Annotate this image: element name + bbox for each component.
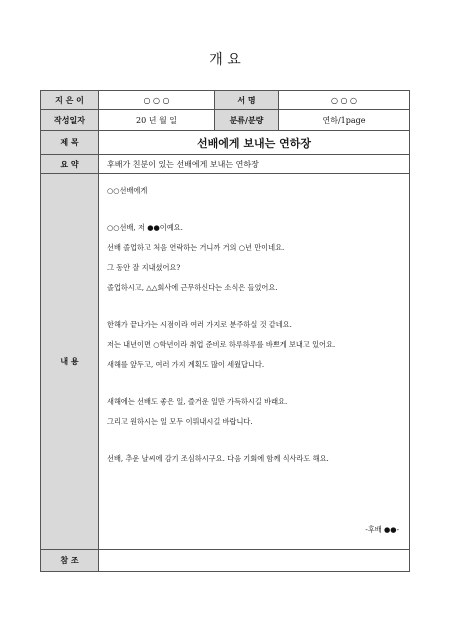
content-line: 한해가 끝나가는 시점이라 여러 가지로 분주하실 것 같네요. — [107, 320, 292, 329]
content-blank-line — [107, 206, 409, 216]
date-value: 20 년 월 일 — [99, 110, 215, 131]
date-label: 작성일자 — [41, 110, 99, 131]
reference-label: 참 조 — [41, 550, 99, 572]
subject-value: 선배에게 보내는 연하장 — [99, 131, 410, 155]
content-blank-line — [107, 437, 409, 447]
document-form-table — [40, 90, 410, 572]
author-label: 지 은 이 — [41, 91, 99, 110]
content-blank-line — [107, 380, 409, 390]
content-line: 그리고 원하시는 일 모두 이뤄내시길 바랍니다. — [107, 417, 253, 426]
content-line: 새해에는 선배도 좋은 일, 즐거운 일만 가득하시길 바래요. — [107, 397, 288, 406]
content-line: 그 동안 잘 지내셨어요? — [107, 263, 181, 272]
category-value: 연하/1page — [279, 110, 410, 131]
subject-label: 제 목 — [41, 131, 99, 155]
content-line: 선배 졸업하고 처음 연락하는 거니까 거의 ○년 만이네요. — [107, 243, 285, 252]
summary-label: 요 약 — [41, 155, 99, 174]
page-title: 개 요 — [209, 52, 241, 68]
sign-value: ○ ○ ○ — [279, 91, 410, 110]
content-line: 저는 내년이면 ○학년이라 취업 준비로 하루하루를 바쁘게 보내고 있어요. — [107, 340, 336, 349]
summary-value: 후배가 친분이 있는 선배에게 보내는 연하장 — [99, 155, 410, 174]
signature: -후배 ●●- — [365, 525, 399, 534]
content-line: ○○선배에게 — [107, 186, 148, 195]
category-label: 분류/분량 — [215, 110, 279, 131]
reference-value — [99, 550, 410, 572]
content-line: 졸업하시고, △△회사에 근무하신다는 소식은 들었어요. — [107, 283, 278, 292]
content-body — [99, 174, 410, 550]
content-lines — [107, 186, 409, 464]
content-line: 선배, 추운 날씨에 감기 조심하시구요. 다음 기회에 함께 식사라도 해요. — [107, 454, 329, 463]
content-label: 내 용 — [41, 174, 99, 550]
content-line: ○○선배, 저 ●●이예요. — [107, 223, 183, 232]
author-value: ○ ○ ○ — [99, 91, 215, 110]
content-line: 새해를 앞두고, 여러 가지 계획도 많이 세웠답니다. — [107, 360, 265, 369]
sign-label: 서 명 — [215, 91, 279, 110]
content-blank-line — [107, 303, 409, 313]
